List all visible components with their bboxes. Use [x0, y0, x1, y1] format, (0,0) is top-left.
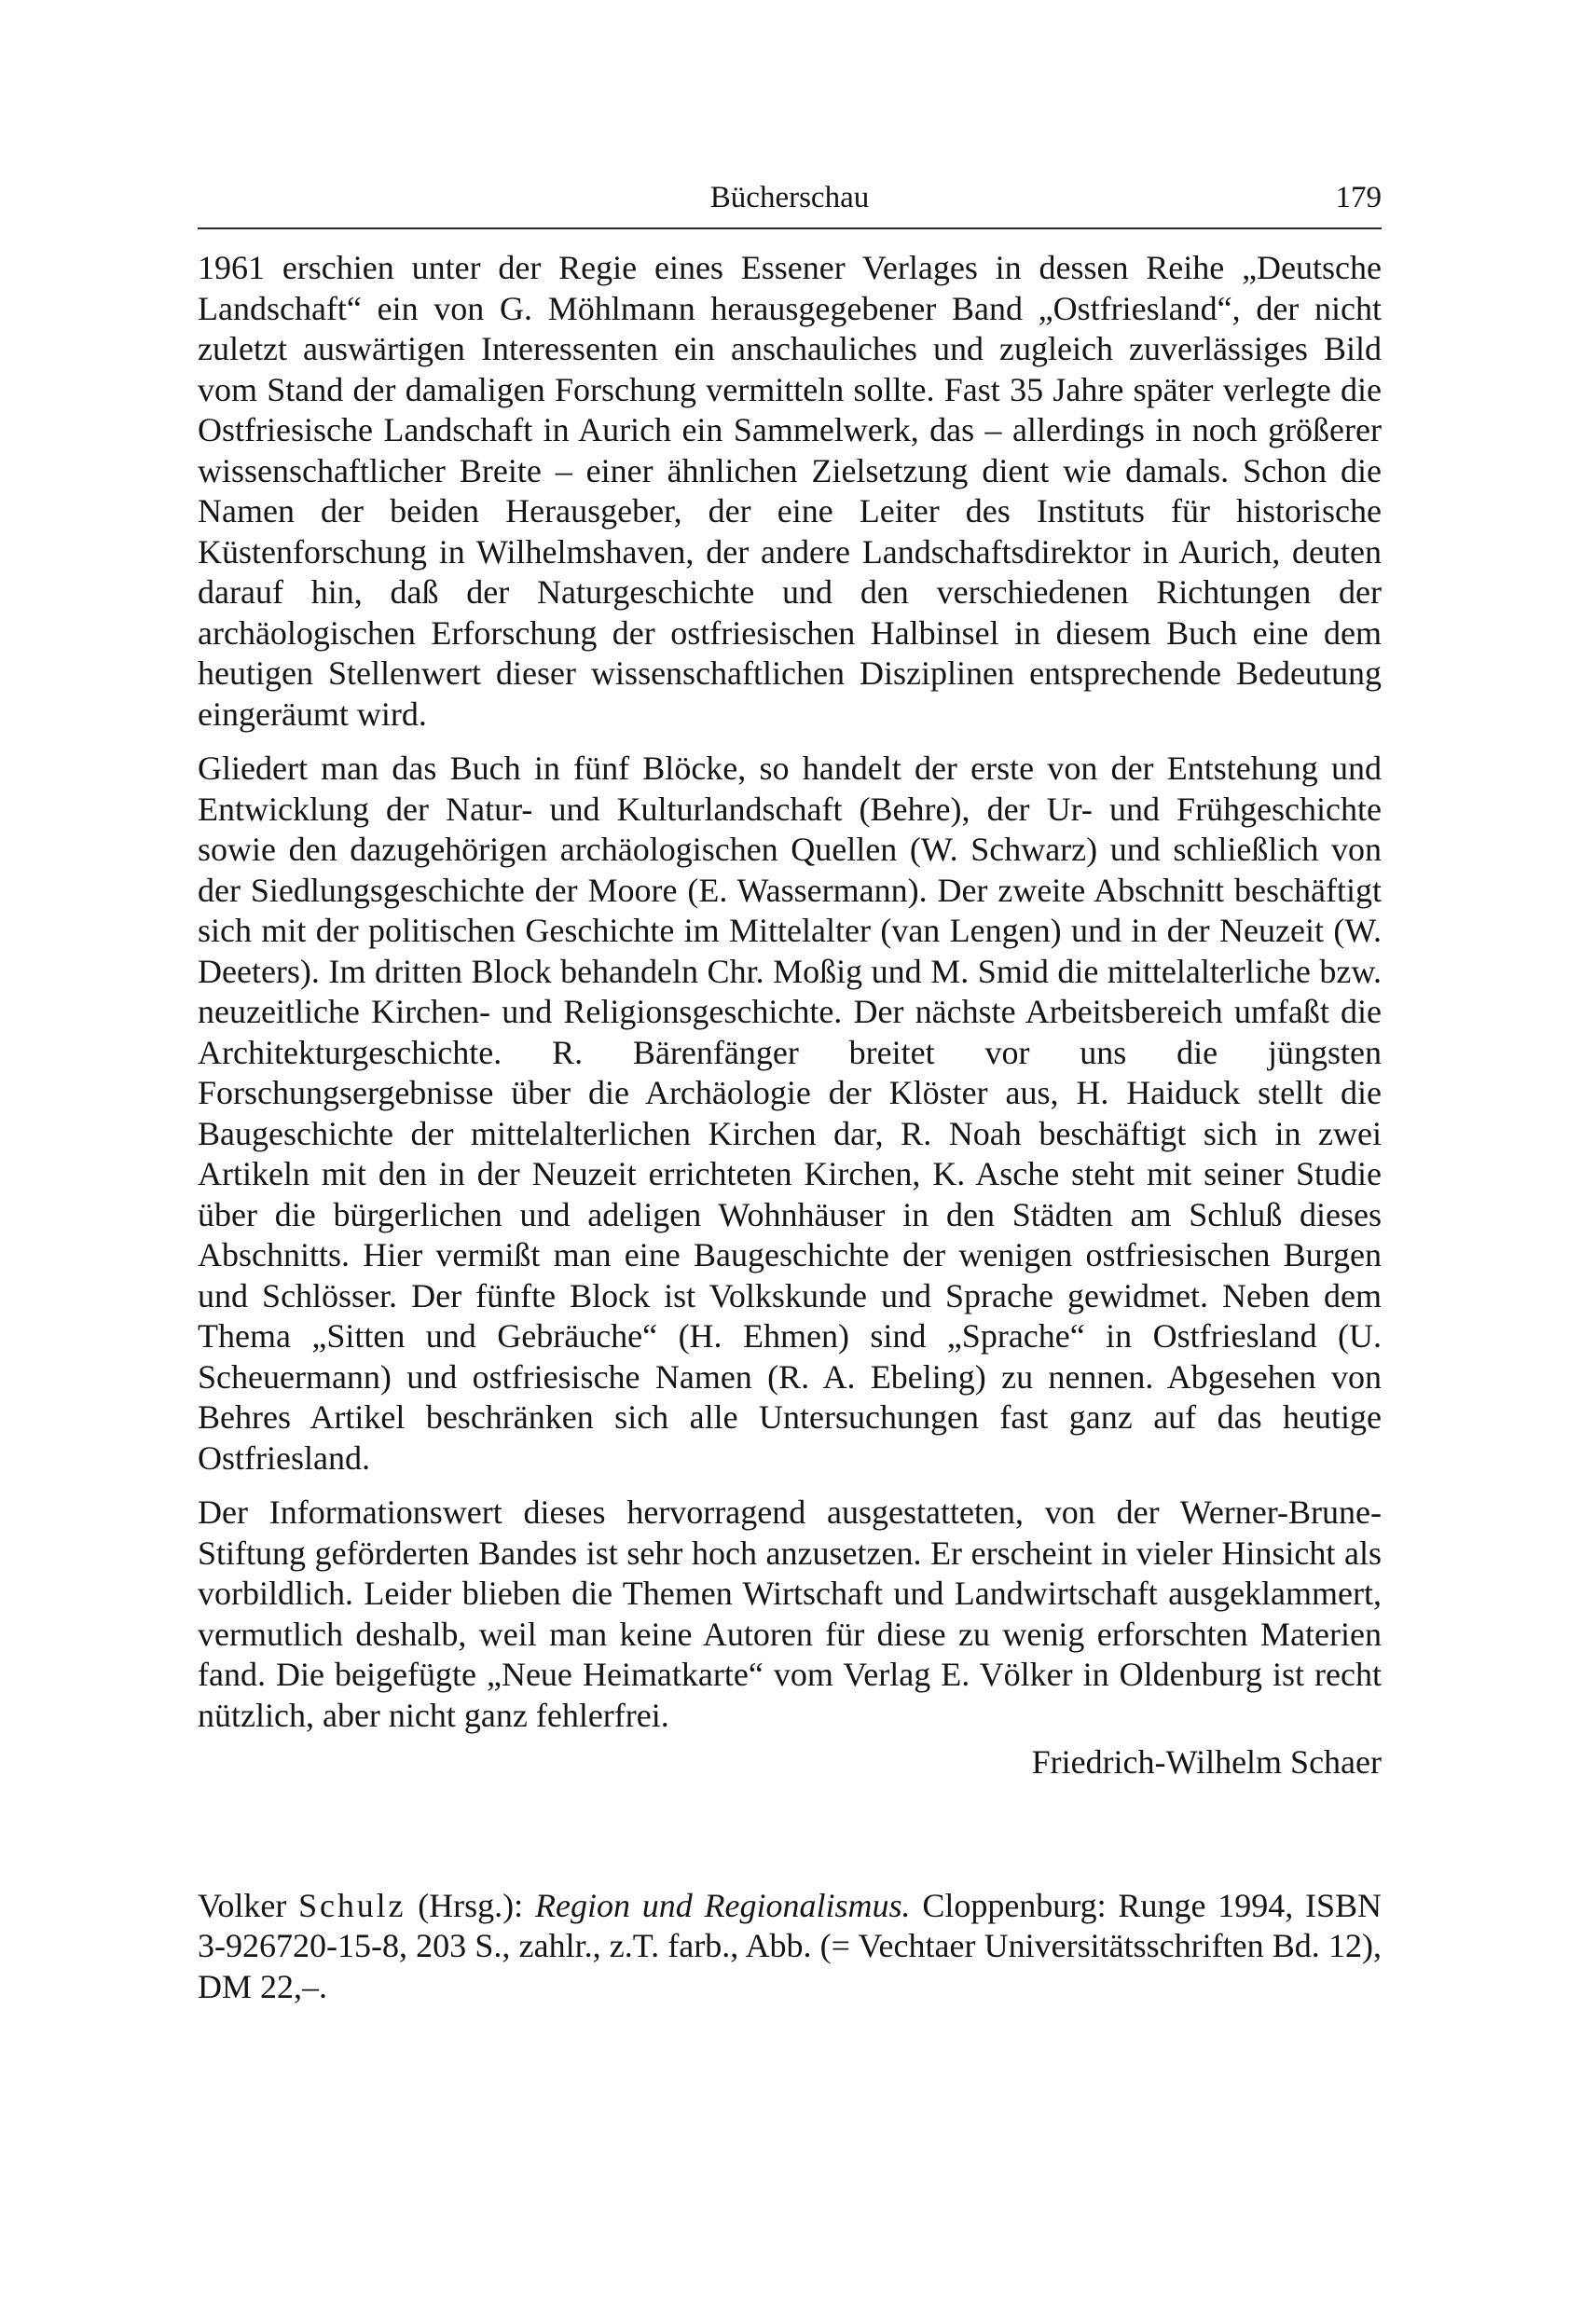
- review-paragraph-2: Gliedert man das Buch in fünf Blöcke, so handelt der erste von der Entstehung und Entwicklung der Natur- und Kulturlandschaft (Behre), der Ur- und Frühgeschichte sowie den dazugehörigen archäologischen Quellen (W. Schwarz) und schließlich von der Siedlungsgeschichte der Moore (E. Wassermann). Der zweite Abschnitt beschäftigt sich mit der politischen Geschichte im Mittelalter (van Lengen) und in der Neuzeit (W. Deeters). Im dritten Block behandeln Chr. Moßig und M. Smid die mittelalterliche bzw. neuzeitliche Kirchen- und Religionsgeschichte. Der nächste Arbeitsbereich umfaßt die Architekturgeschichte. R. Bärenfänger breitet vor uns die jüngsten Forschungsergebnisse über die Archäologie der Klöster aus, H. Haiduck stellt die Baugeschichte der mittelalterlichen Kirchen dar, R. Noah beschäftigt sich in zwei Artikeln mit den in der Neuzeit errichteten Kirchen, K. Asche steht mit seiner Studie über die bürgerlichen und adeligen Wohnhäuser in den Städten am Schluß dieses Abschnitts. Hier vermißt man eine Baugeschichte der wenigen ostfriesischen Burgen und Schlösser. Der fünfte Block ist Volkskunde und Sprache gewidmet. Neben dem Thema „Sitten und Gebräuche“ (H. Ehmen) sind „Sprache“ in Ostfriesland (U. Scheuermann) und ostfriesische Namen (R. A. Ebeling) zu nennen. Abgesehen von Behres Artikel beschränken sich alle Untersuchungen fast ganz auf das heutige Ostfriesland.: [198, 750, 1382, 1477]
- bibliography-author-last: Schulz: [298, 1886, 406, 1924]
- running-title: Bücherschau: [709, 181, 870, 214]
- bibliography-editor-note: (Hrsg.):: [418, 1886, 524, 1924]
- review-signature: Friedrich-Wilhelm Schaer: [1031, 1743, 1382, 1781]
- bibliography-title: Region und Regionalismus.: [534, 1886, 911, 1924]
- bibliography-details: Cloppenburg: Runge 1994, ISBN 3-926720-15-8, 203 S., zahlr., z.T. farb., Abb. (= Vechtaer Universitätsschriften Bd. 12), DM 22,–.: [198, 1886, 1383, 2005]
- review-text: [198, 248, 1382, 1736]
- book-bibliography: [198, 1886, 1382, 2008]
- bibliography-author-first: Volker: [198, 1886, 287, 1924]
- review-paragraph-3: Der Informationswert dieses hervorragend ausgestatteten, von der Werner-Brune-Stiftung geförderten Bandes ist sehr hoch anzusetzen. Er erscheint in vieler Hinsicht als vorbildlich. Leider blieben die Themen Wirtschaft und Landwirtschaft ausgeklammert, vermutlich deshalb, weil man keine Autoren für diese zu wenig erforschten Materien fand. Die beigefügte „Neue Heimatkarte“ vom Verlag E. Völker in Oldenburg ist recht nützlich, aber nicht ganz fehlerfrei.: [198, 1493, 1382, 1734]
- page-number: 179: [1335, 181, 1382, 214]
- book-review-page: [198, 175, 1382, 2007]
- running-header: [198, 175, 1382, 229]
- review-paragraph-1: 1961 erschien unter der Regie eines Essener Verlages in dessen Reihe „Deutsche Landschaft“ ein von G. Möhlmann herausgegebener Band „Ostfriesland“, der nicht zuletzt auswärtigen Interessenten ein anschauliches und zugleich zuverlässiges Bild vom Stand der damaligen Forschung vermitteln sollte. Fast 35 Jahre später verlegte die Ostfriesische Landschaft in Aurich ein Sammelwerk, das – allerdings in noch größerer wissenschaftlicher Breite – einer ähnlichen Zielsetzung dient wie damals. Schon die Namen der beiden Herausgeber, der eine Leiter des Instituts für historische Küstenforschung in Wilhelmshaven, der andere Landschaftsdirektor in Aurich, deuten darauf hin, daß der Naturgeschichte und den verschiedenen Richtungen der archäologischen Erforschung der ostfriesischen Halbinsel in diesem Buch eine dem heutigen Stellenwert dieser wissenschaftlichen Disziplinen entsprechende Bedeutung eingeräumt wird.: [198, 249, 1382, 733]
